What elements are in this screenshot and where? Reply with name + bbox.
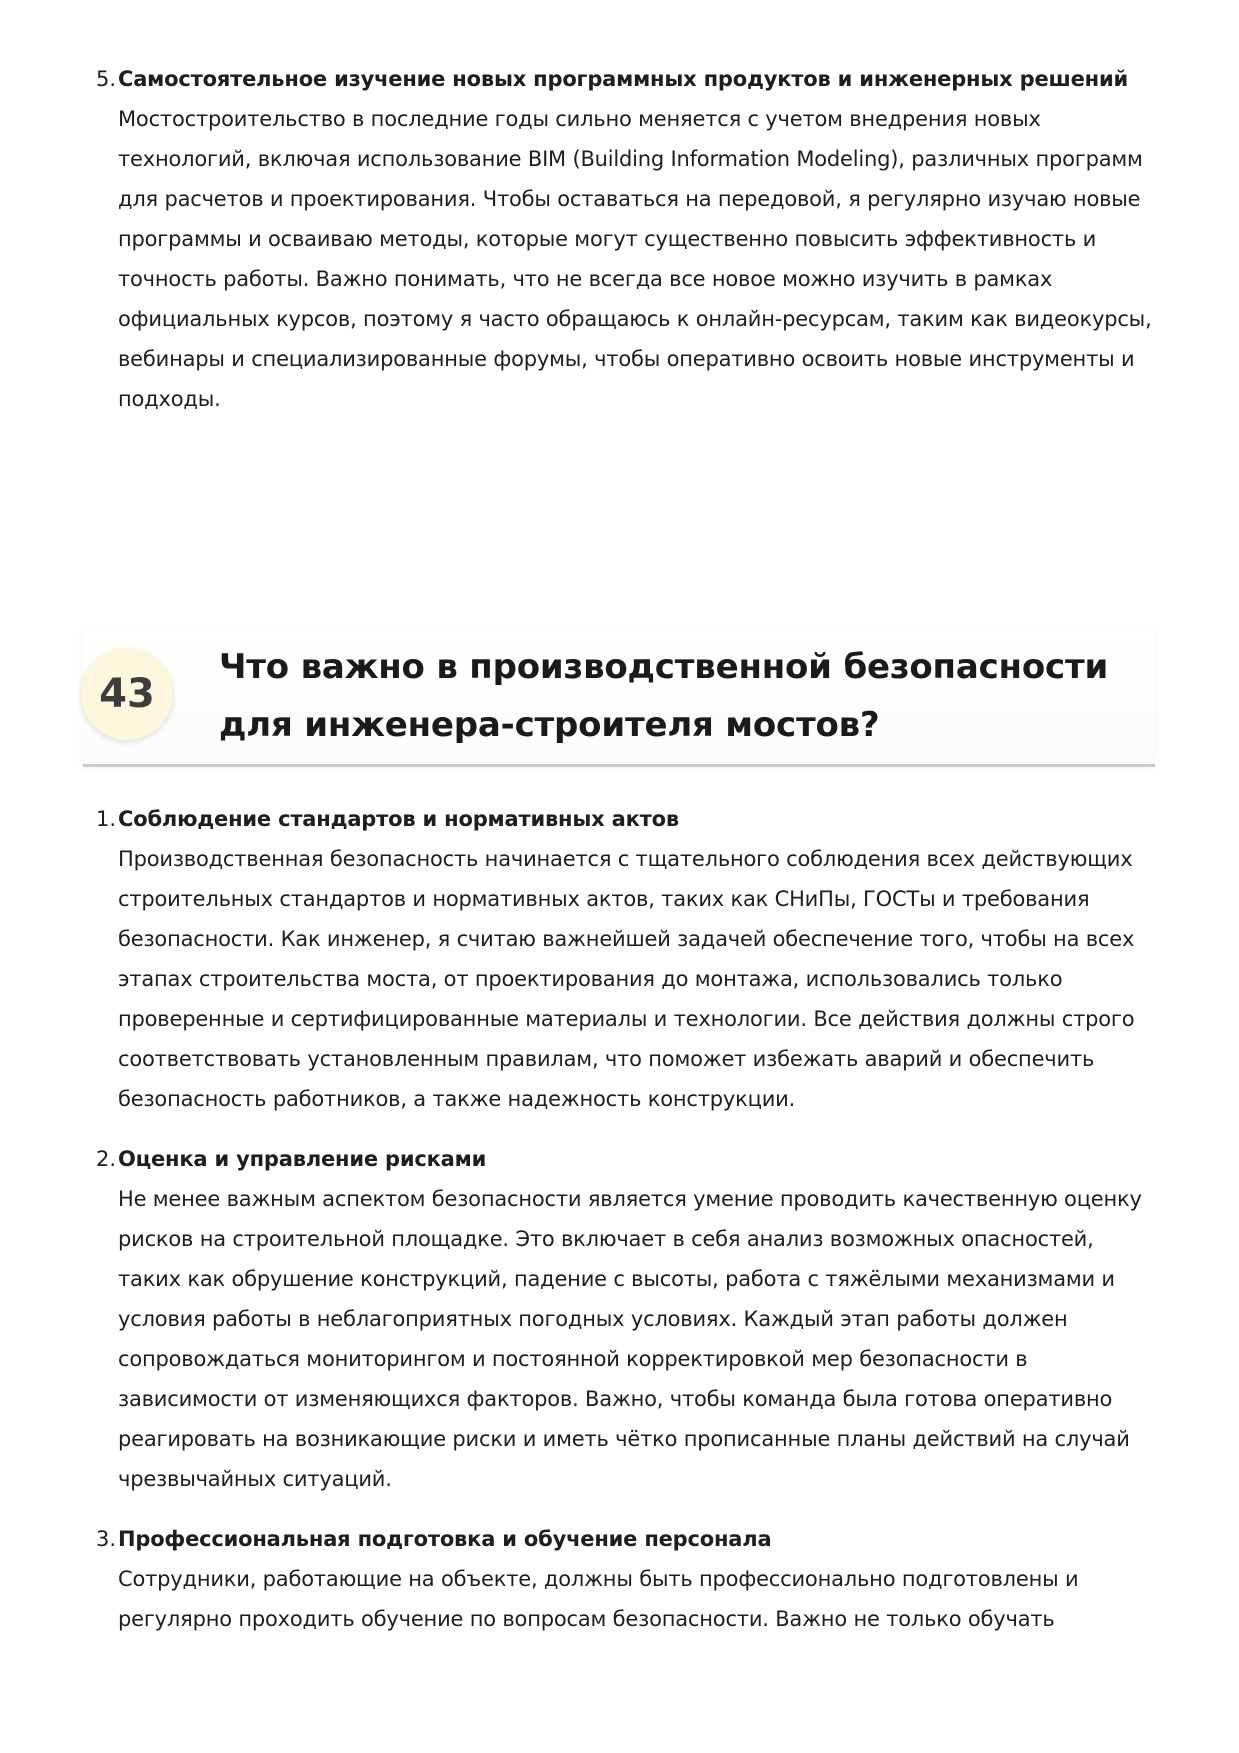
list-item (95, 1519, 1158, 1639)
main-numbered-list (95, 799, 1158, 1659)
list-item-body: Мостостроительство в последние годы сильно меняется с учетом внедрения новых технологий, включая использование BIM (Building Information Modeling), различных программ для расчетов и проектирования. Чтобы оставаться на передовой, я регулярно изучаю новые программы и осваиваю методы, которые могут существенно повысить эффективность и точность работы. Важно понимать, что не всегда все новое можно изучить в рамках официальных курсов, поэтому я часто обращаюсь к онлайн-ресурсам, таким как видеокурсы, вебинары и специализированные форумы, чтобы оперативно освоить новые инструменты и подходы. (118, 107, 1152, 411)
list-item-number: 1. (95, 807, 116, 831)
list-item-number: 3. (95, 1527, 116, 1551)
list-item-body: Производственная безопасность начинается с тщательного соблюдения всех действующих строительных стандартов и нормативных актов, таких как СНиПы, ГОСТы и требования безопасности. Как инженер, я считаю важнейшей задачей обеспечение того, чтобы на всех этапах строительства моста, от проектирования до монтажа, использовались только проверенные и сертифицированные материалы и технологии. Все действия должны строго соответствовать установленным правилам, что поможет избежать аварий и обеспечить безопасность работников, а также надежность конструкции. (118, 847, 1135, 1111)
list-item-title: Самостоятельное изучение новых программных продуктов и инженерных решений (118, 67, 1128, 91)
section-title: Что важно в производственной безопасности для инженера-строителя мостов? (219, 647, 1109, 745)
list-item (95, 1139, 1158, 1499)
list-item-title: Профессиональная подготовка и обучение персонала (118, 1527, 772, 1551)
list-item-number: 2. (95, 1147, 116, 1171)
list-item-body: Сотрудники, работающие на объекте, должны быть профессионально подготовлены и регулярно проходить обучение по вопросам безопасности. Важно не только обучать (118, 1567, 1079, 1631)
section-header (83, 628, 1155, 767)
list-item (95, 799, 1158, 1119)
list-item-title: Соблюдение стандартов и нормативных актов (118, 807, 679, 831)
list-item-body: Не менее важным аспектом безопасности является умение проводить качественную оценку рисков на строительной площадке. Это включает в себя анализ возможных опасностей, таких как обрушение конструкций, падение с высоты, работа с тяжёлыми механизмами и условия работы в неблагоприятных погодных условиях. Каждый этап работы должен сопровождаться мониторингом и постоянной корректировкой мер безопасности в зависимости от изменяющихся факторов. Важно, чтобы команда была готова оперативно реагировать на возникающие риски и иметь чётко прописанные планы действий на случай чрезвычайных ситуаций. (118, 1187, 1142, 1491)
list-item-title: Оценка и управление рисками (118, 1147, 487, 1171)
top-numbered-list (95, 59, 1158, 439)
section-number-badge: 43 (81, 648, 173, 740)
list-item-number: 5. (95, 67, 116, 91)
list-item (95, 59, 1158, 419)
